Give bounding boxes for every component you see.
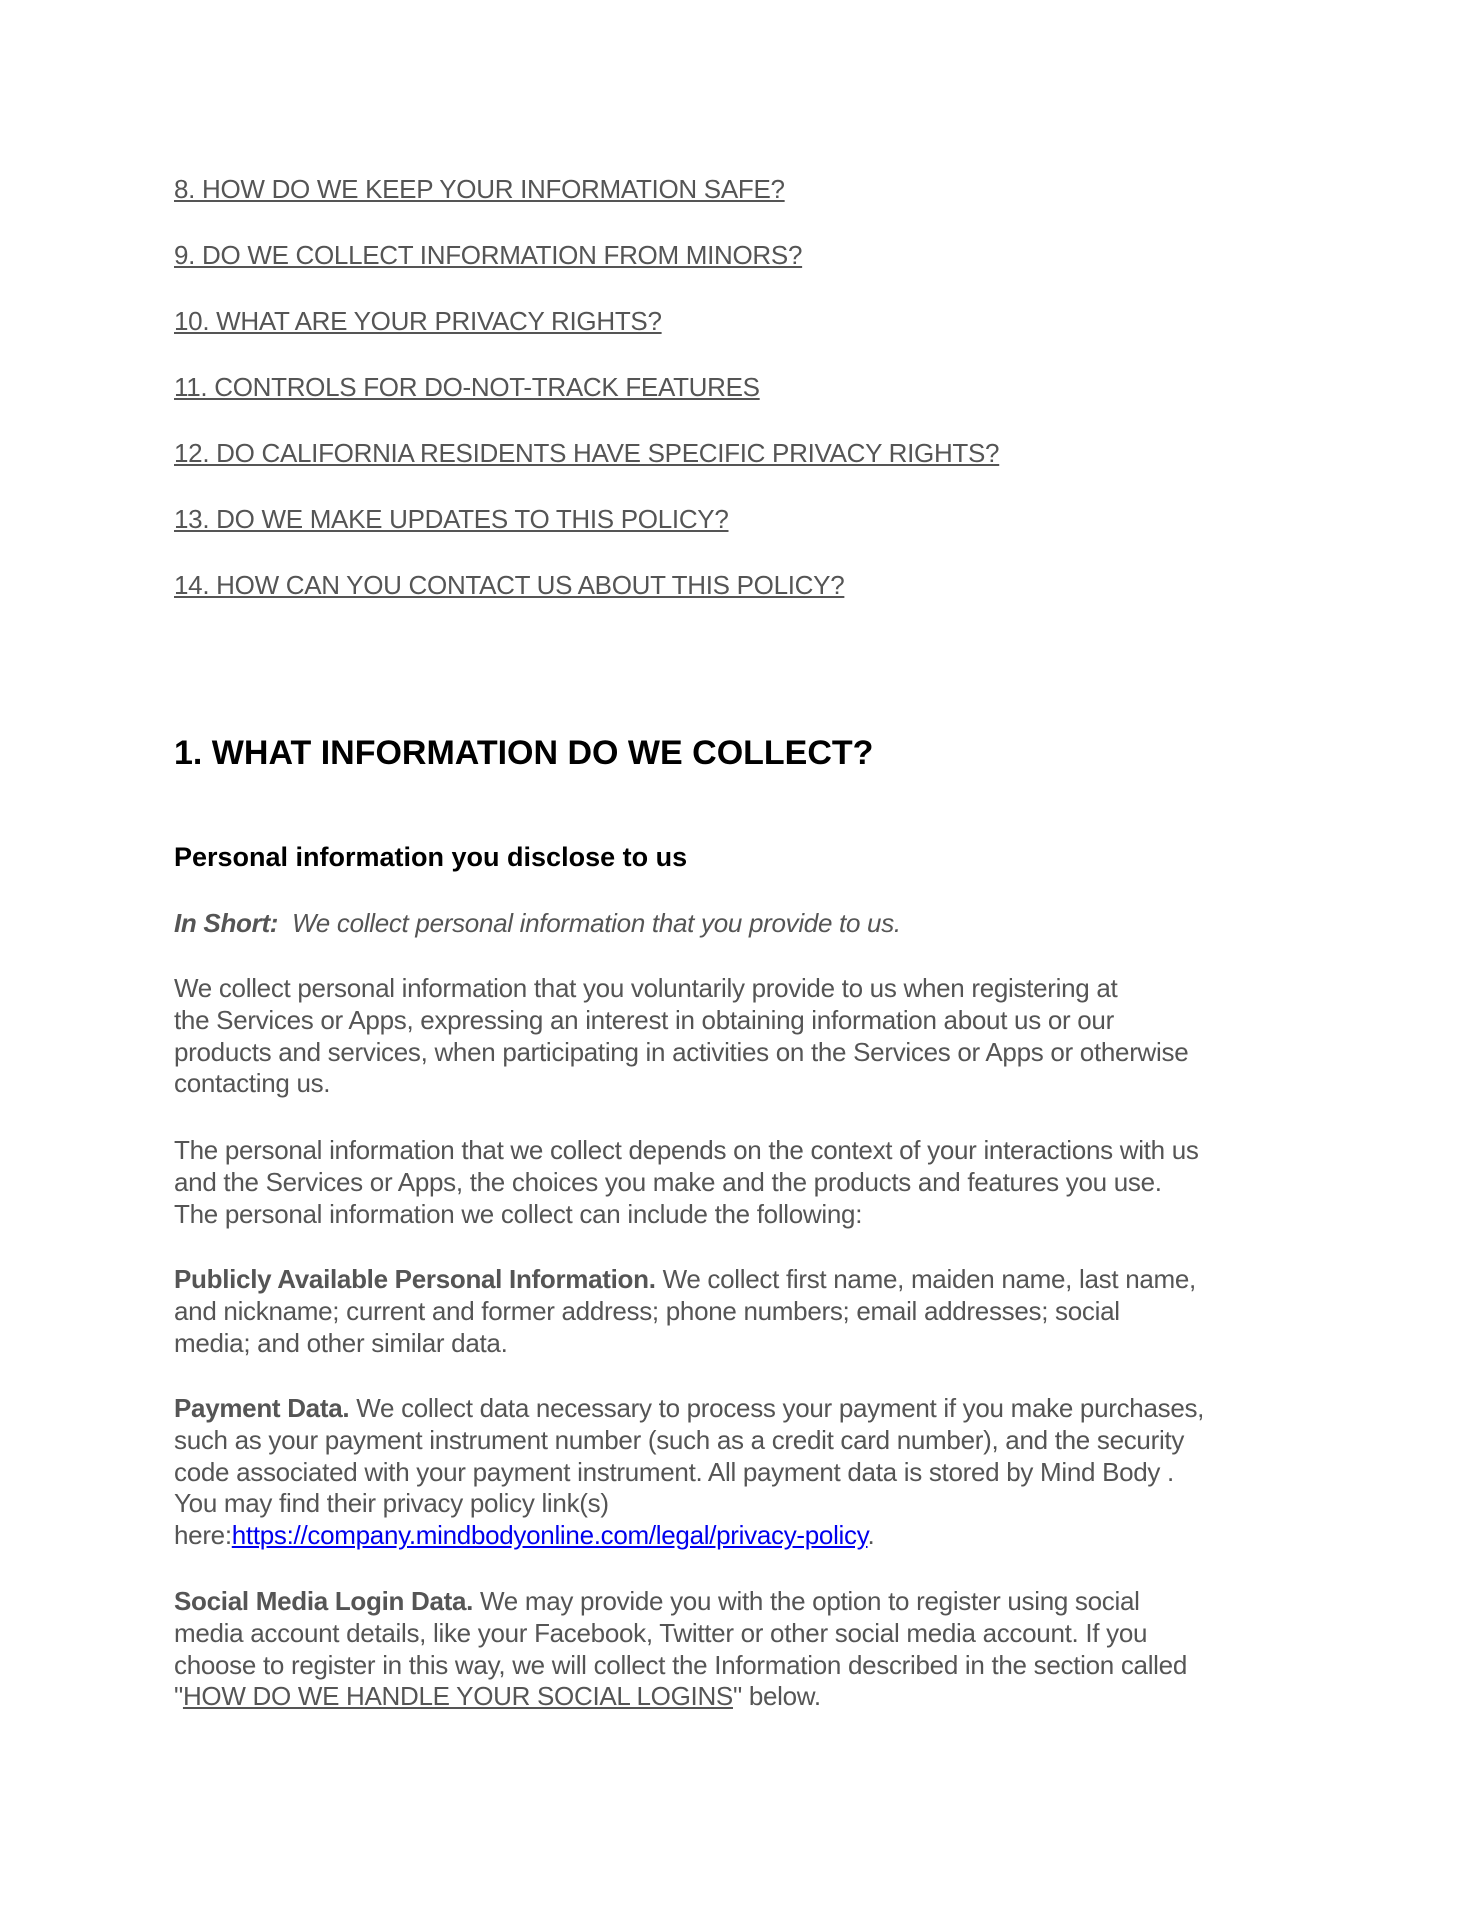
text-line: The personal information that we collect depends on the context of your interactions with us: [174, 1135, 1199, 1165]
paragraph-public-info: [174, 1264, 1196, 1359]
toc-link-8[interactable]: 8. HOW DO WE KEEP YOUR INFORMATION SAFE?: [174, 174, 785, 204]
toc-link-11[interactable]: 11. CONTROLS FOR DO-NOT-TRACK FEATURES: [174, 372, 760, 402]
paragraph-social-login: [174, 1586, 1187, 1713]
here-text: here:: [174, 1520, 232, 1551]
toc-link-13[interactable]: 13. DO WE MAKE UPDATES TO THIS POLICY?: [174, 504, 729, 534]
section-subheading: Personal information you disclose to us: [174, 842, 688, 872]
text-line: The personal information we collect can include the following:: [174, 1198, 863, 1229]
text-line: such as your payment instrument number (such as a credit card number), and the security: [174, 1424, 1185, 1455]
in-short: [174, 908, 901, 940]
text-line: We collect first name, maiden name, last name,: [655, 1264, 1196, 1294]
text-line: choose to register in this way, we will collect the Information described in the section called: [174, 1649, 1187, 1680]
quote-open: ": [174, 1681, 183, 1712]
in-short-label: In Short:: [174, 908, 279, 938]
text-line: You may find their privacy policy link(s): [174, 1488, 609, 1519]
text-after-link: " below.: [732, 1681, 821, 1712]
paragraph-lead: Social Media Login Data.: [174, 1586, 474, 1616]
text-line: and nickname; current and former address; phone numbers; email addresses; social: [174, 1295, 1120, 1326]
text-line: code associated with your payment instrument. All payment data is stored by Mind Body .: [174, 1456, 1174, 1487]
text-line: and the Services or Apps, the choices you make and the products and features you use.: [174, 1166, 1162, 1197]
paragraph-lead: Publicly Available Personal Information.: [174, 1264, 656, 1294]
text-line: We may provide you with the option to register using social: [473, 1586, 1140, 1616]
toc-link-9[interactable]: 9. DO WE COLLECT INFORMATION FROM MINORS?: [174, 240, 803, 270]
toc-link-14[interactable]: 14. HOW CAN YOU CONTACT US ABOUT THIS POLICY?: [174, 570, 845, 600]
social-logins-link[interactable]: HOW DO WE HANDLE YOUR SOCIAL LOGINS: [182, 1681, 733, 1712]
text-line: We collect data necessary to process your payment if you make purchases,: [349, 1393, 1205, 1423]
toc-link-10[interactable]: 10. WHAT ARE YOUR PRIVACY RIGHTS?: [174, 306, 662, 336]
section-heading: 1. WHAT INFORMATION DO WE COLLECT?: [174, 734, 874, 772]
text-line: products and services, when participating in activities on the Services or Apps or otherwise: [174, 1036, 1189, 1067]
text-line: the Services or Apps, expressing an interest in obtaining information about us or our: [174, 1004, 1114, 1035]
toc-link-12[interactable]: 12. DO CALIFORNIA RESIDENTS HAVE SPECIFIC PRIVACY RIGHTS?: [174, 438, 1000, 468]
text-line: media account details, like your Facebook, Twitter or other social media account. If you: [174, 1617, 1148, 1648]
text-line: contacting us.: [174, 1068, 331, 1099]
paragraph-lead: Payment Data.: [174, 1393, 350, 1423]
paragraph-payment-data: [174, 1393, 1204, 1552]
in-short-text: We collect personal information that you provide to us.: [292, 908, 901, 938]
privacy-policy-link[interactable]: https://company.mindbodyonline.com/legal/privacy-policy: [231, 1520, 868, 1551]
text-line: We collect personal information that you voluntarily provide to us when registering at: [174, 973, 1118, 1003]
text-line: media; and other similar data.: [174, 1327, 508, 1358]
text-period: .: [867, 1520, 875, 1551]
paragraph-context: [174, 1135, 1199, 1230]
paragraph-collect: [174, 973, 1188, 1100]
